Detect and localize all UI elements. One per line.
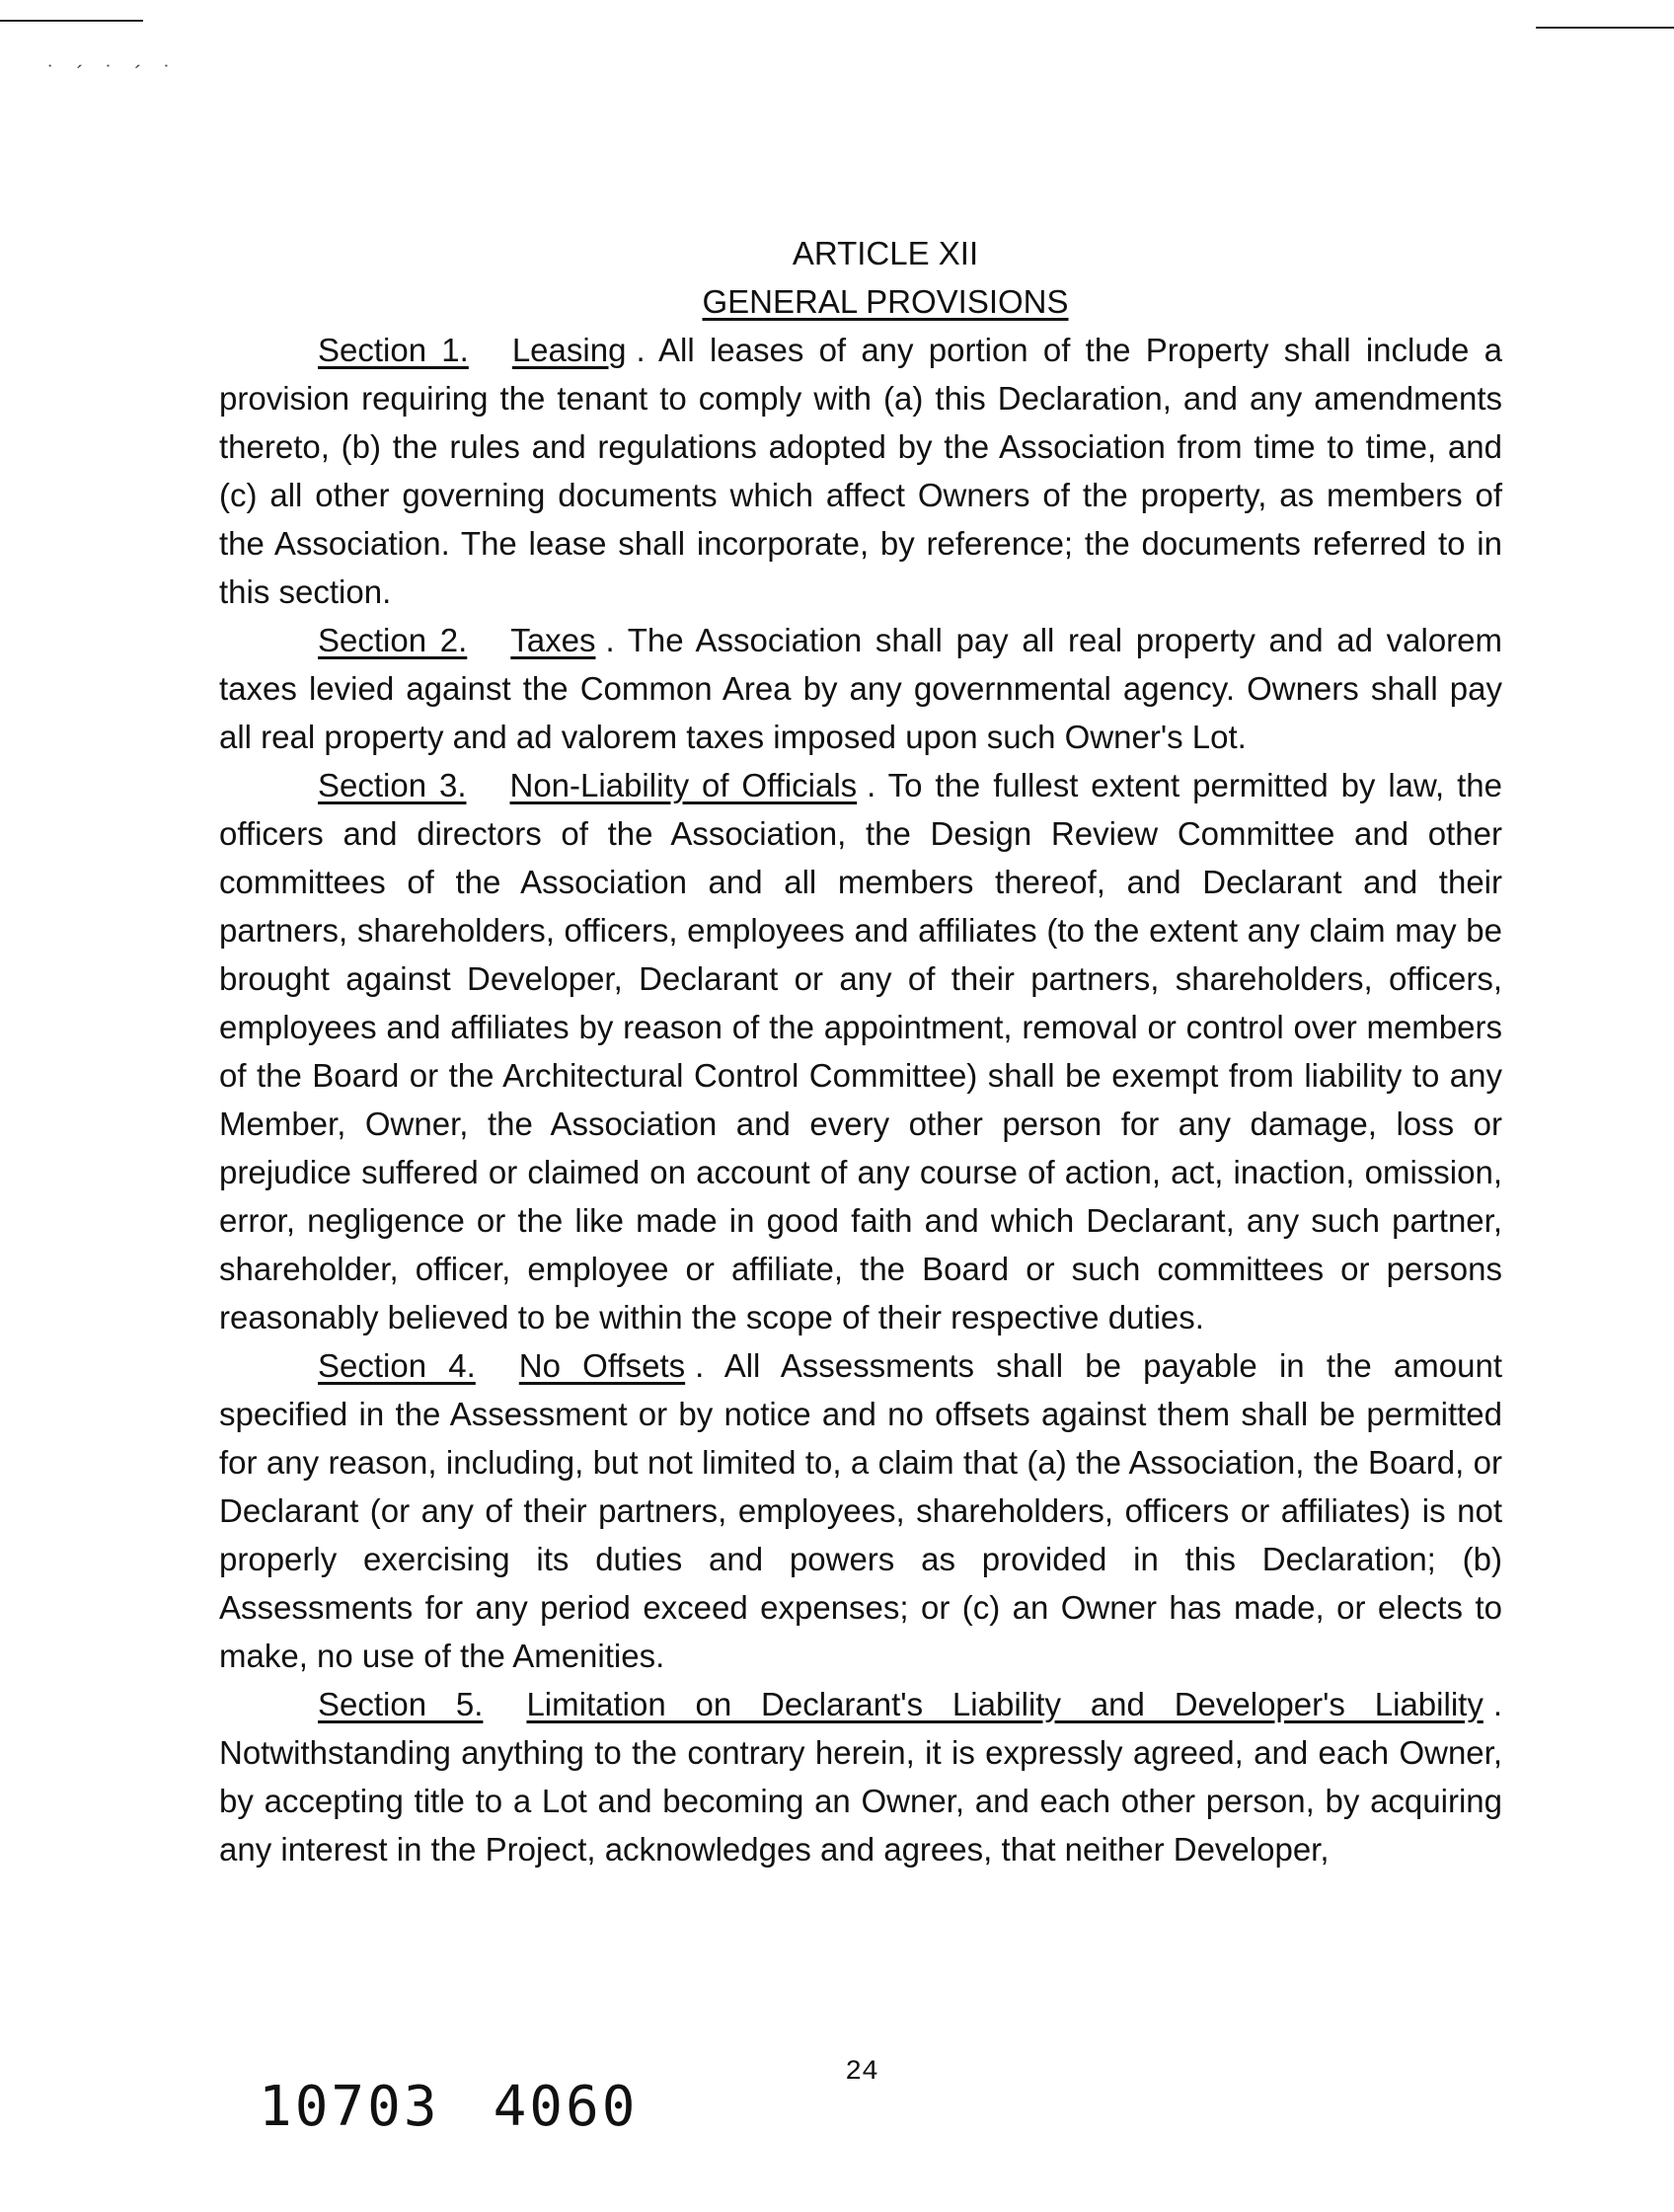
stamp-page-number: 4060 (493, 2075, 639, 2139)
page-number: 24 (845, 2057, 878, 2088)
section-body: Notwithstanding anything to the contrary herein, it is expressly agreed, and each Owner, by accepting title to a Lot and becoming an Owner, and each other person, by acquiring any interest in the Project, acknowledges and agrees, that neither Developer, (219, 1734, 1502, 1868)
section-3: Section 3. Non-Liability of Officials . To the fullest extent permitted by law, the officers and directors of the Association, the Design Review Committee and other committees of the Association and all members thereof, and Declarant and their partners, shareholders, officers, employees and affiliates (to the extent any claim may be brought against Developer, Declarant or any of their partners, shareholders, officers, employees and affiliates by reason of the appointment, removal or control over members of the Board or the Architectural Control Committee) shall be exempt from liability to any Member, Owner, the Association and every other person for any damage, loss or prejudice suffered or claimed on account of any course of action, act, inaction, omission, error, negligence or the like made in good faith and which Declarant, any such partner, shareholder, officer, employee or affiliate, the Board or such committees or persons reasonably believed to be within the scope of their respective duties. (219, 767, 1502, 1335)
section-5: Section 5. Limitation on Declarant's Liability and Developer's Liability . Notwithstanding anything to the contrary herein, it is expressly agreed, and each Owner, by accepting title to a Lot and becoming an Owner, and each other person, by acquiring any interest in the Project, acknowledges and agrees, that neither Developer, (219, 1686, 1502, 1868)
section-4: Section 4. No Offsets . All Assessments shall be payable in the amount specified in the Assessment or by notice and no offsets against them shall be permitted for any reason, including, but not limited to, a claim that (a) the Association, the Board, or Declarant (or any of their partners, employees, shareholders, officers or affiliates) is not properly exercising its duties and powers as provided in this Declaration; (b) Assessments for any period exceed expenses; or (c) an Owner has made, or elects to make, no use of the Amenities. (219, 1347, 1502, 1674)
section-2: Section 2. Taxes . The Association shall pay all real property and ad valorem taxes levied against the Common Area by any governmental agency. Owners shall pay all real property and ad valorem taxes imposed upon such Owner's Lot. (219, 622, 1503, 755)
section-title: No Offsets (518, 1347, 686, 1384)
stamp-book-number: 10703 (259, 2075, 440, 2139)
section-title: Taxes (510, 622, 596, 658)
scan-artifact-line-left (0, 20, 143, 22)
scan-artifact-line-right (1536, 27, 1674, 29)
section-number: Section 1. (318, 332, 469, 368)
document-page (219, 229, 1502, 1873)
article-number: ARTICLE XII (792, 235, 979, 271)
section-number: Section 2. (318, 622, 468, 658)
section-body: All leases of any portion of the Property shall include a provision requiring the tenant to comply with (a) this Declaration, and any amendments thereto, (b) the rules and regulations adopted by the Association from time to time, and (c) all other governing documents which affect Owners of the property, as members of the Association. The lease shall incorporate, by reference; the documents referred to in this section. (219, 332, 1502, 610)
scan-artifact-specks: ˙ ´ ˙ ´ ˙ (47, 61, 180, 86)
section-number: Section 3. (318, 767, 467, 803)
section-number: Section 5. (318, 1686, 484, 1722)
section-body: To the fullest extent permitted by law, the officers and directors of the Association, the Design Review Committee and other committees of the Association and all members thereof, and Declarant and their partners, shareholders, officers, employees and affiliates (to the extent any claim may be brought against Developer, Declarant or any of their partners, shareholders, officers, employees and affiliates by reason of the appointment, removal or control over members of the Board or the Architectural Control Committee) shall be exempt from liability to any Member, Owner, the Association and every other person for any damage, loss or prejudice suffered or claimed on account of any course of action, act, inaction, omission, error, negligence or the like made in good faith and which Declarant, any such partner, shareholder, officer, employee or affiliate, the Board or such committees or persons reasonably believed to be within the scope of their respective duties. (219, 767, 1502, 1335)
section-1: Section 1. Leasing . All leases of any portion of the Property shall include a provision requiring the tenant to comply with (a) this Declaration, and any amendments thereto, (b) the rules and regulations adopted by the Association from time to time, and (c) all other governing documents which affect Owners of the property, as members of the Association. The lease shall incorporate, by reference; the documents referred to in this section. (219, 332, 1502, 610)
section-title: Leasing (511, 332, 627, 368)
section-title: Non-Liability of Officials (509, 767, 858, 803)
section-body: The Association shall pay all real property and ad valorem taxes levied against the Common Area by any governmental agency. Owners shall pay all real property and ad valorem taxes imposed upon such Owner's Lot. (219, 622, 1503, 755)
section-number: Section 4. (318, 1347, 476, 1384)
section-title: Limitation on Declarant's Liability and Developer's Liability (526, 1686, 1484, 1722)
section-body: All Assessments shall be payable in the amount specified in the Assessment or by notice and no offsets against them shall be permitted for any reason, including, but not limited to, a claim that (a) the Association, the Board, or Declarant (or any of their partners, employees, shareholders, officers or affiliates) is not properly exercising its duties and powers as provided in this Declaration; (b) Assessments for any period exceed expenses; or (c) an Owner has made, or elects to make, no use of the Amenities. (219, 1347, 1502, 1674)
recording-stamp (259, 2075, 638, 2139)
article-title: GENERAL PROVISIONS (702, 283, 1069, 320)
